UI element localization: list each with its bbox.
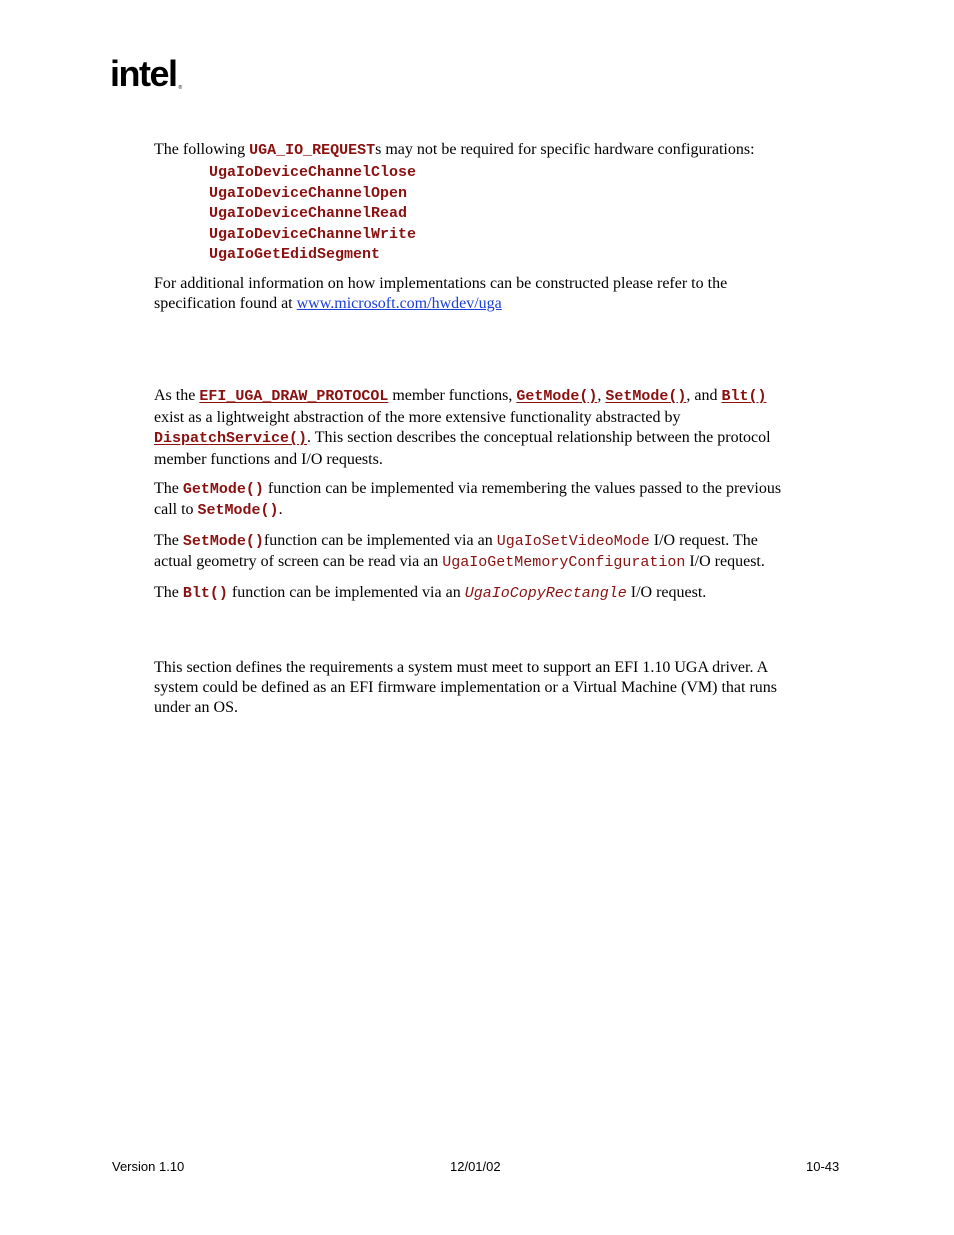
blt-link[interactable]: Blt() xyxy=(721,388,767,405)
setmode-link[interactable]: SetMode() xyxy=(605,388,687,405)
request-list xyxy=(209,163,416,266)
member-functions-paragraph: As the EFI_UGA_DRAW_PROTOCOL member functions, GetMode(), SetMode(), and Blt() exist as a lightweight abstraction of the more extensive functionality abstracted by DispatchService(). This section describes the conceptual relationship between the protocol member functions and I/O requests. xyxy=(154,387,771,468)
efi-uga-draw-protocol-link[interactable]: EFI_UGA_DRAW_PROTOCOL xyxy=(199,388,389,405)
list-item: UgaIoGetEdidSegment xyxy=(209,246,381,264)
setmode-paragraph: The SetMode()function can be implemented via an UgaIoSetVideoMode I/O request. The actual geometry of screen can be read via an UgaIoGetMemoryConfiguration I/O request. xyxy=(154,532,765,571)
blt-paragraph: The Blt() function can be implemented via an UgaIoCopyRectangle I/O request. xyxy=(154,584,707,602)
footer-date: 12/01/02 xyxy=(450,1159,501,1174)
getmode-link[interactable]: GetMode() xyxy=(516,388,598,405)
intro-paragraph: The following UGA_IO_REQUESTs may not be required for specific hardware configurations: xyxy=(154,141,755,159)
additional-info-paragraph: For additional information on how implementations can be constructed please refer to the specification found at www.microsoft.com/hwdev/uga xyxy=(154,275,728,312)
uga-spec-link[interactable]: www.microsoft.com/hwdev/uga xyxy=(296,295,502,312)
list-item: UgaIoDeviceChannelRead xyxy=(209,205,408,223)
list-item: UgaIoDeviceChannelClose xyxy=(209,164,417,181)
list-item: UgaIoDeviceChannelWrite xyxy=(209,225,417,243)
dispatchservice-link[interactable]: DispatchService() xyxy=(154,430,308,447)
getmode-paragraph: The GetMode() function can be implemented via remembering the values passed to the previous call to SetMode(). xyxy=(154,480,782,519)
intel-logo: intel ® xyxy=(110,53,181,94)
requirements-paragraph: This section defines the requirements a system must meet to support an EFI 1.10 UGA driver. A system could be defined as an EFI firmware implementation or a Virtual Machine (VM) that runs under an OS. xyxy=(154,659,778,716)
footer-version: Version 1.10 xyxy=(112,1159,185,1174)
uga-io-request-code: UGA_IO_REQUEST xyxy=(249,142,376,159)
footer-page-number: 10-43 xyxy=(806,1159,840,1174)
list-item: UgaIoDeviceChannelOpen xyxy=(209,184,408,202)
